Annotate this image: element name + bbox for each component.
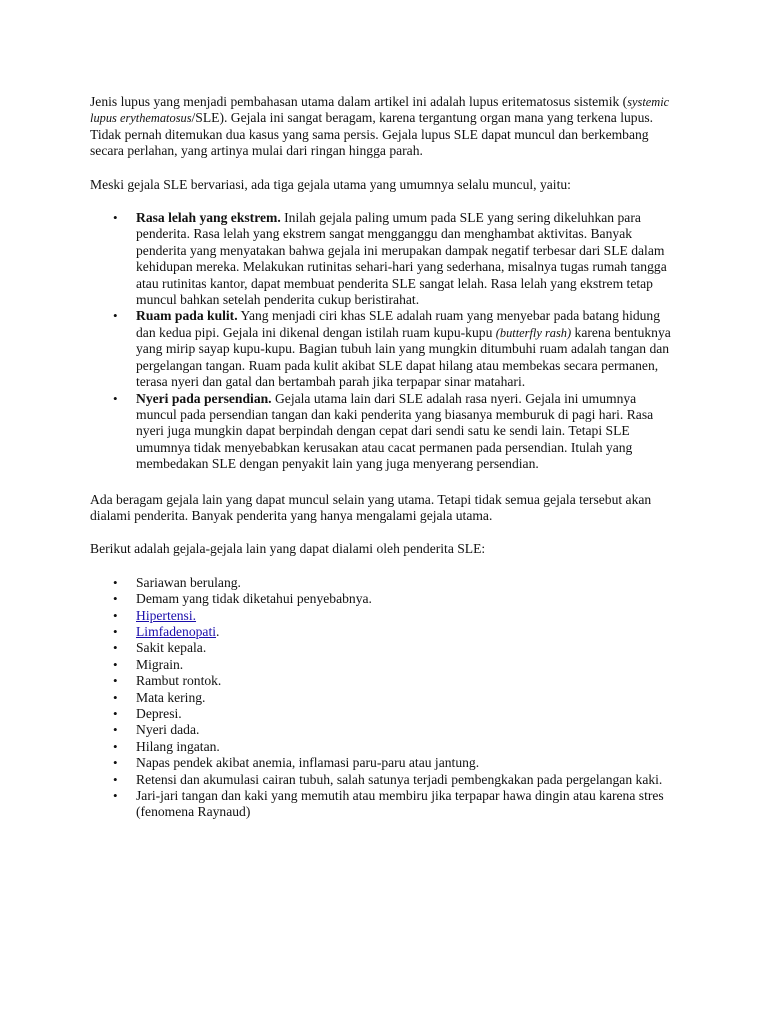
list-item-text: Mata kering. [136, 689, 206, 705]
list-item [113, 689, 678, 706]
intro-paragraph [90, 94, 678, 160]
bullet-icon: • [113, 673, 118, 689]
list-item-text: Sakit kepala. [136, 640, 207, 656]
symptom-description-cont: karena bentuknya yang mirip sayap kupu-kupu. Bagian tubuh lain yang mungkin ditumbuhi ruam adalah tangan dan pergelangan tangan. Ruam pada kulit akibat SLE dapat hilang atau membekas secara permanen, terasa nyeri dan gatal dan bertambah parah jika terpapar sinar matahari. [136, 324, 671, 390]
latin-disease-name: systemic lupus erythematosus [90, 95, 670, 126]
symptom-description: Inilah gejala paling umum pada SLE yang sering dikeluhkan para penderita. Rasa lelah yang ekstrem sangat mengganggu dan menghambat aktivitas. Banyak penderita yang menyatakan bahwa gejala ini merupakan dampak negatif terbesar dari SLE dalam kehidupan mereka. Melakukan rutinitas sehari-hari yang sederhana, misalnya tugas rumah tangga atau rutinitas kantor, dapat membuat penderita SLE sangat lelah. Rasa lelah yang ekstrem tetap muncul bahkan setelah penderita cukup beristirahat. [136, 210, 667, 308]
bullet-icon: • [113, 574, 118, 590]
list-item-text: Nyeri dada. [136, 722, 200, 738]
list-item [113, 788, 678, 821]
butterfly-rash-term: (butterfly rash) [495, 325, 572, 340]
bullet-icon: • [113, 738, 118, 754]
symptom-description: Yang menjadi ciri khas SLE adalah ruam yang menyebar pada batang hidung dan kedua pipi. Gejala ini dikenal dengan istilah ruam kupu-kupu [136, 308, 661, 340]
list-item-text: Demam yang tidak diketahui penyebabnya. [136, 591, 372, 607]
list-item-joints [113, 390, 678, 473]
symptom-description: Gejala utama lain dari SLE adalah rasa nyeri. Gejala ini umumnya muncul pada persendian tangan dan kaki penderita yang biasanya memburuk di pagi hari. Rasa nyeri juga mungkin dapat berpindah dengan cepat dari sendi satu ke sendi lain. Tetapi SLE umumnya tidak menyebabkan kerusakan atau cacat permanen pada persendian. Itulah yang membedakan SLE dengan penyakit lain yang juga menyerang persendian. [136, 390, 654, 472]
list-item [113, 722, 678, 738]
list-item [113, 591, 678, 607]
symptom-title: Rasa lelah yang ekstrem. [136, 210, 281, 226]
bullet-icon: • [113, 607, 118, 623]
other-symptoms-intro: Ada beragam gejala lain yang dapat muncul selain yang utama. Tetapi tidak semua gejala tersebut akan dialami penderita. Banyak penderita yang hanya mengalami gejala utama. [90, 491, 652, 523]
bullet-icon: • [113, 656, 118, 672]
main-symptoms-lead: Meski gejala SLE bervariasi, ada tiga gejala utama yang umumnya selalu muncul, yaitu: [90, 176, 571, 192]
lymphadenopathy-link[interactable]: Limfadenopati [136, 623, 217, 639]
list-item-fatigue [113, 210, 678, 308]
bullet-icon: • [113, 788, 118, 804]
list-item-text: Sariawan berulang. [136, 574, 241, 590]
bullet-icon: • [113, 755, 118, 771]
list-item-text: Rambut rontok. [136, 673, 222, 689]
list-item-text: Migrain. [136, 656, 184, 672]
symptom-title: Nyeri pada persendian. [136, 390, 272, 406]
list-item-text: Hilang ingatan. [136, 738, 220, 754]
bullet-icon: • [113, 210, 118, 226]
other-symptoms-list [90, 575, 678, 821]
bullet-icon: • [113, 591, 118, 607]
hypertension-link[interactable]: Hipertensi. [136, 607, 197, 623]
list-item-text: Retensi dan akumulasi cairan tubuh, salah satunya terjadi pembengkakan pada pergelangan kaki. [136, 771, 663, 787]
list-item [113, 623, 678, 640]
list-item [113, 771, 678, 788]
list-item [113, 755, 678, 771]
list-item-text: Napas pendek akibat anemia, inflamasi paru-paru atau jantung. [136, 755, 480, 771]
bullet-icon: • [113, 623, 118, 639]
list-item [113, 574, 678, 591]
bullet-icon: • [113, 771, 118, 787]
bullet-icon: • [113, 722, 118, 738]
list-item [113, 706, 678, 722]
bullet-icon: • [113, 706, 118, 721]
bullet-icon: • [113, 689, 118, 705]
list-item [113, 656, 678, 673]
intro-text-end: /SLE). Gejala ini sangat beragam, karena tergantung organ mana yang terkena lupus. Tidak pernah ditemukan dua kasus yang sama persis. Gejala lupus SLE dapat muncul dan berkembang secara perlahan, yang artinya mulai dari ringan hingga parah. [90, 110, 654, 159]
bullet-icon: • [113, 640, 118, 656]
list-item [113, 607, 678, 624]
list-item-rash [113, 308, 678, 390]
intro-text-start: Jenis lupus yang menjadi pembahasan utama dalam artikel ini adalah lupus eritematosus sistemik ( [90, 94, 628, 109]
list-item [113, 738, 678, 755]
list-item-text: Depresi. [136, 706, 182, 721]
bullet-icon: • [113, 308, 118, 324]
list-item-text: Jari-jari tangan dan kaki yang memutih atau membiru jika terpapar hawa dingin atau karena stres (fenomena Raynaud) [136, 788, 664, 820]
list-item [113, 640, 678, 656]
other-symptoms-lead: Berikut adalah gejala-gejala lain yang dapat dialami oleh penderita SLE: [90, 541, 486, 557]
bullet-icon: • [113, 390, 118, 406]
list-item [113, 673, 678, 689]
main-symptoms-list [90, 210, 678, 473]
symptom-title: Ruam pada kulit. [136, 308, 238, 324]
list-item-punctuation: . [216, 623, 220, 639]
